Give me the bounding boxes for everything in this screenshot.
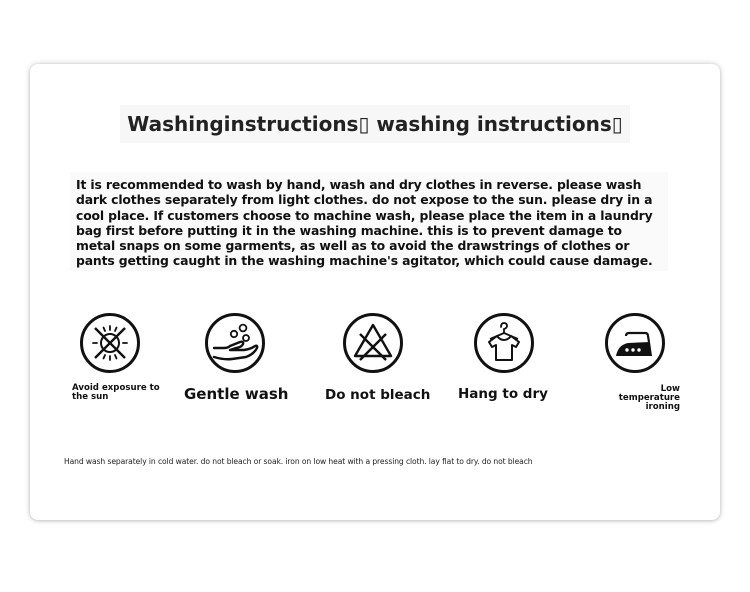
gentle-wash-label: Gentle wash: [184, 385, 289, 403]
sun-crossed-icon: [79, 312, 141, 374]
no-bleach-label: Do not bleach: [325, 387, 431, 403]
care-footnote: Hand wash separately in cold water. do not bleach or soak. iron on low heat with a pressing cloth. lay flat to dry. do not bleach: [64, 457, 533, 466]
instructions-paragraph: It is recommended to wash by hand, wash and dry clothes in reverse. please wash dark clothes separately from light clothes. do not expose to the sun. please dry in a cool place. If customers choose to machine wash, please place the item in a laundry bag first before putting it in the washing machine. this is to prevent damage to metal snaps on some garments, as well as to avoid the drawstrings of clothes or pants getting caught in the washing machine's agitator, which could cause damage.: [70, 172, 668, 271]
avoid-sun-label: Avoid exposure to the sun: [72, 383, 160, 402]
hand-wash-icon: [204, 312, 266, 374]
page-title: Washinginstructions▯ washing instructions▯: [120, 105, 630, 143]
hang-dry-icon: [473, 312, 535, 374]
low-iron-icon: [604, 312, 666, 374]
low-iron-label: Low temperature ironing: [618, 384, 680, 412]
no-bleach-icon: [342, 312, 404, 374]
hang-dry-label: Hang to dry: [458, 386, 548, 402]
